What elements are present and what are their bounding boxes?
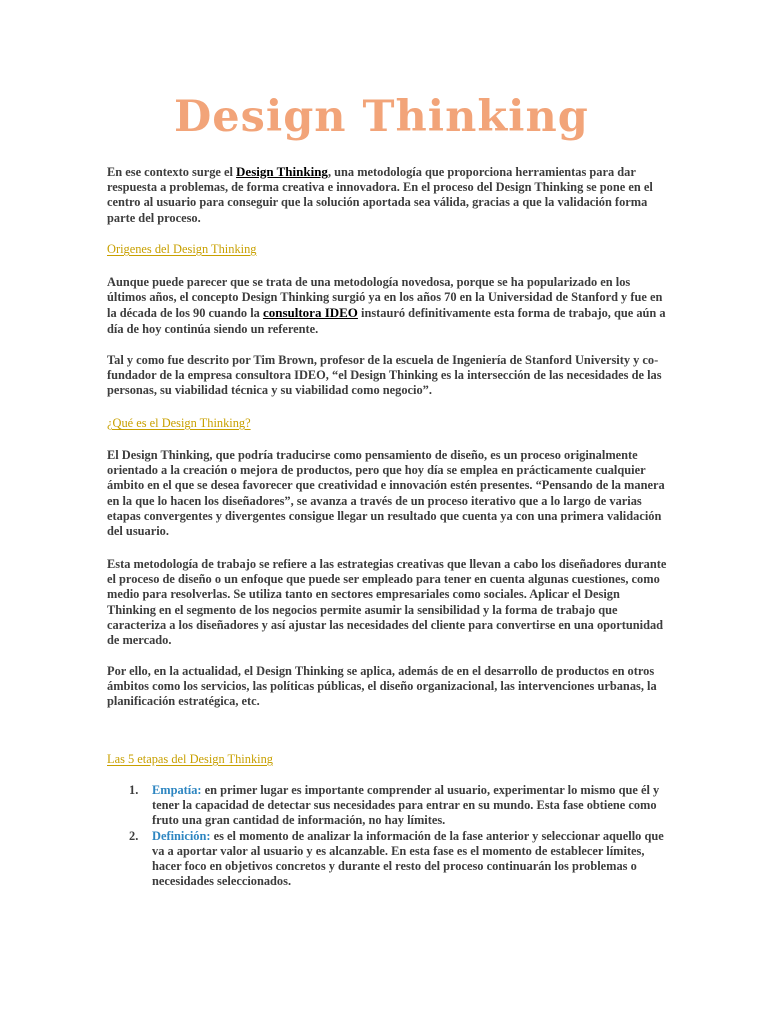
heading-origenes: Origenes del Design Thinking — [107, 242, 257, 256]
origenes-text-start: Aunque puede parecer que se trata de una metodología novedosa, porque se ha popularizado en los últimos años, el concepto Design Thinking surgió ya en los años 70 en la Universidad de Stanford y fue en la década de los 90 cuando la — [107, 275, 663, 321]
origenes-paragraph-2: Tal y como fue descrito por Tim Brown, profesor de la escuela de Ingeniería de Stanford University y co-fundador de la empresa consultora IDEO, “el Design Thinking es la intersección de las necesidades de las personas, su viabilidad técnica y su viabilidad como negocio”. — [107, 353, 662, 398]
que-es-paragraph-1: El Design Thinking, que podría traducirse como pensamiento de diseño, es un proceso originalmente orientado a la creación o mejora de productos, pero que hoy día se emplea en prácticamente cualquier ámbito en el que se desea favorecer que creatividad e innovación estén presentes. “Pensando de la manera en la que lo hacen los diseñadores”, se avanza a través de un proceso iterativo que a lo largo de varias etapas convergentes y divergentes consigue llegar un resultado que cuenta ya con una primera validación del usuario. — [107, 448, 665, 539]
list-item-term: Definición: — [152, 828, 211, 843]
consultora-ideo-link[interactable]: consultora IDEO — [262, 305, 358, 321]
list-item-number: 1. — [129, 783, 139, 797]
que-es-paragraph-2: Esta metodología de trabajo se refiere a las estrategias creativas que llevan a cabo los diseñadores durante el proceso de diseño o un enfoque que puede ser empleado para tener en cuenta algunas cuestiones, como medio para resolverlas. Se utiliza tanto en sectores empresariales como sociales. Aplicar el Design Thinking en el segmento de los negocios permite asumir la sensibilidad y la forma de trabajo que caracteriza a los diseñadores y así ajustar las necesidades del cliente para convertirse en una oportunidad de mercado. — [107, 557, 667, 648]
list-item-text: es el momento de analizar la información de la fase anterior y seleccionar aquello que va a aportar valor al usuario y es alcanzable. En esta fase es el momento de establecer límites, hacer foco en objetivos concretos y durante el resto del proceso continuarán los problemas o necesidades seleccionados. — [152, 828, 664, 889]
intro-text-start: En ese contexto surge el — [107, 165, 237, 179]
list-item — [123, 783, 671, 829]
list-item — [123, 829, 671, 890]
list-item-number: 2. — [129, 828, 139, 843]
origenes-text-end: instauró definitivamente esta forma de trabajo, que aún a día de hoy continúa siendo un referente. — [107, 306, 666, 336]
origenes-paragraph-1 — [107, 275, 667, 337]
page-title: Design Thinking — [174, 92, 589, 142]
list-item-text: en primer lugar es importante comprender al usuario, experimentar lo mismo que él y tener la capacidad de detectar sus necesidades para entrar en su mundo. Esta fase obtiene como fruto una gran cantidad de información, no hay límites. — [152, 783, 660, 828]
etapas-list — [123, 783, 671, 889]
list-item-term: Empatía: — [152, 783, 202, 797]
intro-text-end: , una metodología que proporciona herramientas para dar respuesta a problemas, de forma creativa e innovadora. En el proceso del Design Thinking se pone en el centro al usuario para conseguir que la solución aportada sea válida, gracias a que la validación forma parte del proceso. — [107, 165, 653, 225]
heading-etapas: Las 5 etapas del Design Thinking — [107, 752, 273, 766]
que-es-paragraph-3: Por ello, en la actualidad, el Design Thinking se aplica, además de en el desarrollo de productos en otros ámbitos como los servicios, las políticas públicas, el diseño organizacional, las intervenciones urbanas, la planificación estratégica, etc. — [107, 664, 657, 709]
heading-que-es: ¿Qué es el Design Thinking? — [107, 416, 251, 430]
design-thinking-link[interactable]: Design Thinking — [236, 164, 328, 179]
intro-paragraph — [107, 164, 667, 226]
